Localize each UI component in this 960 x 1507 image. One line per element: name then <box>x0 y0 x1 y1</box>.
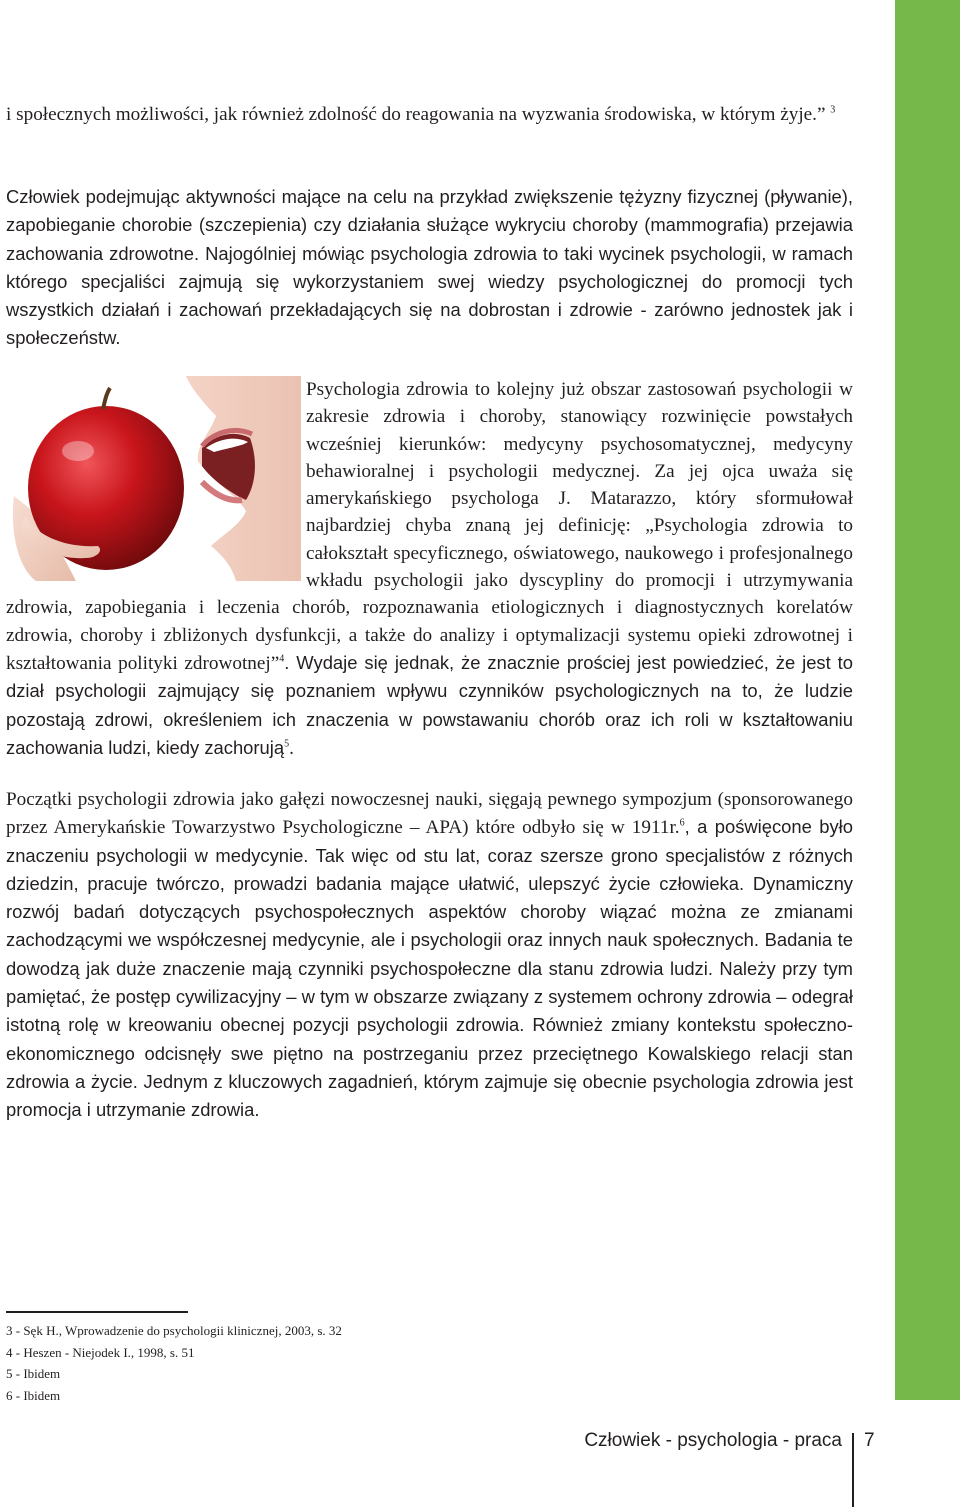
footnote-ref-6[interactable]: 6 <box>679 817 685 829</box>
footnote-ref-4[interactable]: 4 <box>279 653 285 665</box>
footnote-5: 5 - Ibidem <box>6 1366 61 1381</box>
paragraph-2 <box>6 183 853 353</box>
footnote-ref-5[interactable]: 5 <box>284 738 290 750</box>
paragraph-4-sans-text: , a poświęcone było znaczeniu psychologii w medycynie. Tak więc od stu lat, coraz szersze grono specjalistów z różnych dziedzin, pracuje twórczo, prowadzi badania mające ułatwić, ulepszyć życie człowieka. Dynamiczny rozwój badań dotyczących psychospołecznych aspektów choroby wiązać można ze zmianami zachodzącymi we współczesnej medycynie, ale i psychologii oraz innych nauk społecznych. Badania te dowodzą jak duże znaczenie mają czynniki psychospołeczne dla stanu zdrowia ludzi. Należy przy tym pamiętać, że postęp cywilizacyjny – w tym w obszarze związany z systemem ochrony zdrowia – odegrał istotną rolę w kreowaniu obecnej pozycji psychologii zdrowia. Również zmiany kontekstu społeczno-ekonomicznego odcisnęły swe piętno na postrzeganiu przez przeciętnego Kowalskiego relacji stan zdrowia a życie. Jednym z kluczowych zagadnień, którym zajmuje się obecnie psychologia zdrowia jest promocja i utrzymanie zdrowia. <box>6 816 853 1121</box>
paragraph-1 <box>6 101 853 128</box>
paragraph-4-text: Początki psychologii zdrowia jako gałęzi nowoczesnej nauki, sięgają pewnego sympozjum (sponsorowanego przez Amerykańskie Towarzystwo Psychologiczne – APA) które odbyło się w 1911r. <box>6 789 853 839</box>
footnote-6: 6 - Ibidem <box>6 1387 61 1403</box>
paragraph-1-text: i społecznych możliwości, jak również zdolność do reagowania na wyzwania środowiska, w którym żyje.” <box>6 104 831 125</box>
page-number: 7 <box>864 1430 875 1451</box>
footer-divider <box>852 1433 854 1507</box>
footnote-3: 3 - Sęk H., Wprowadzenie do psychologii klinicznej, 2003, s. 32 <box>6 1323 342 1338</box>
paragraph-3 <box>6 376 853 762</box>
paragraph-3-sans-text: . Wydaje się jednak, że znacznie prościej jest powiedzieć, że jest to dział psychologii zajmujący się poznaniem wpływu czynników psychologicznych na to, że ludzie pozostają zdrowi, określeniem ich znaczenia w powstawaniu chorób oraz ich roli w kształtowaniu zachowania ludzi, kiedy zachorują <box>6 651 853 758</box>
paragraph-2-sans-text: Człowiek podejmując aktywności mające na celu na przykład zwiększenie tężyzny fizycznej (pływanie), zapobieganie chorobie (szczepienia) czy działania służące wykryciu choroby (mammografia) przejawia zachowania zdrowotne. <box>6 186 853 264</box>
paragraph-3-text: Psychologia zdrowia to kolejny już obszar zastosowań psychologii w zakresie zdrowia i choroby, stanowiący rozwinięcie powstałych wcześniej kierunków: medycyny psychosomatycznej, medycyny behawioralnej i psychologii medycznej. Za jej ojca uważa się amerykańskiego psychologa J. Matarazzo, który sformułował najbardziej chyba znaną jej definicję: „Psychologia zdrowia to całokształt specyficznego, oświatowego, naukowego i profesjonalnego wkładu psychologii jako dyscypliny do promocji i utrzymywania zdrowia, zapobiegania i leczenia chorób, rozpoznawania etiologicznych i diagnostycznych korelatów zdrowia, choroby i zbliżonych dysfunkcji, a także do analizy i optymalizacji systemu opieki zdrowotnej i kształtowania polityki zdrowotnej” <box>6 379 853 674</box>
paragraph-2-text: Najogólniej mówiąc psychologia zdrowia to taki wycinek psychologii, w ramach którego specjaliści zajmują się wykorzystaniem swej wiedzy psychologicznej do promocji tych wszystkich działań i zachowań przekładających się na dobrostan i zdrowie - zarówno jednostek jak i społeczeństw. <box>6 242 853 349</box>
footnotes <box>6 1320 342 1406</box>
footer-title: Człowiek - psychologia - praca <box>584 1430 842 1451</box>
footnote-divider <box>6 1311 188 1313</box>
paragraph-3-end: . <box>289 737 294 759</box>
footnote-ref-3[interactable]: 3 <box>830 104 836 116</box>
paragraph-4 <box>6 786 853 1125</box>
footnote-4: 4 - Heszen - Niejodek I., 1998, s. 51 <box>6 1344 195 1360</box>
woman-biting-apple-image <box>6 376 301 581</box>
side-accent-bar <box>895 0 960 1400</box>
